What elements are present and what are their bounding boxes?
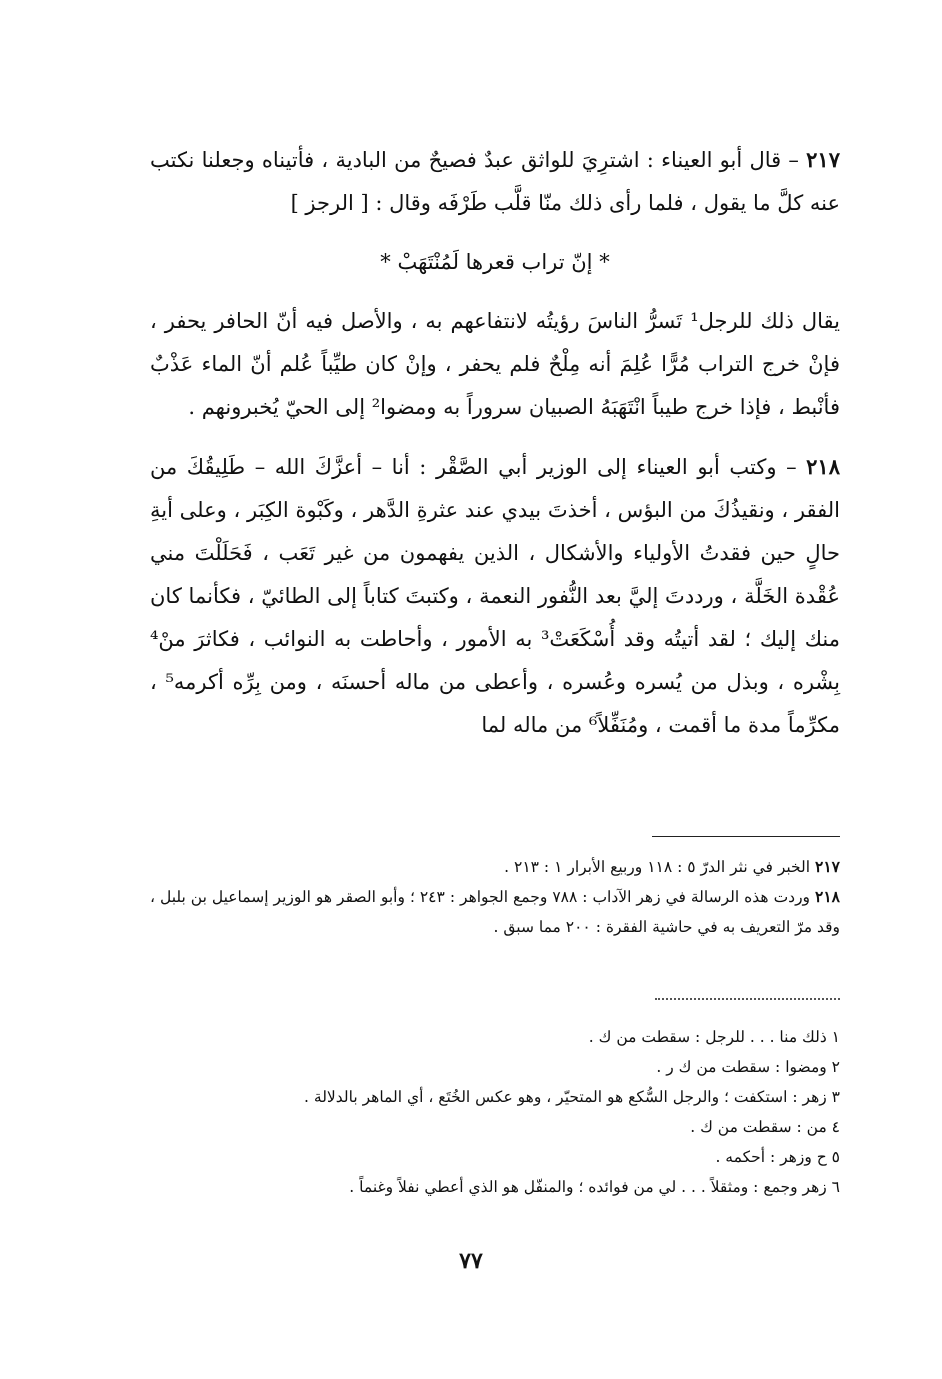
source-notes <box>150 852 840 942</box>
source-note-number: ٢١٨ <box>815 887 840 906</box>
entry-218-number: ٢١٨ <box>806 454 840 479</box>
main-text <box>150 138 840 747</box>
entry-217 <box>150 138 840 225</box>
notes-separator-line <box>652 836 840 837</box>
verse-line: * إنّ تراب قعرها لَمُنْتَهَبْ * <box>380 250 610 274</box>
source-note-text: وردت هذه الرسالة في زهر الآداب : ٧٨٨ وجمع الجواهر : ٢٤٣ ؛ وأبو الصقر هو الوزير إسماعيل بن بلبل ، وقد مرّ التعريف به في حاشية الفقرة : ٢٠٠ مما سبق . <box>150 888 840 936</box>
footnote: ٦ زهر وجمع : ومثقلاً . . . لي من فوائده ؛ والمنفّل هو الذي أعطي نفلاً وغنماً . <box>349 1178 840 1196</box>
source-note <box>150 882 840 942</box>
entry-218-text: – وكتب أبو العيناء إلى الوزير أبي الصَّقْر : أنا – أعزَّكَ الله – طَلِيقُكَ من الفقر ، ونقيذُكَ من البؤس ، أخذتَ بيدي عند عثرةِ الدَّهر ، وكَبْوة الكِبَر ، وعلى أيةِ حالٍ حين فقدتُ الأولياء والأشكال ، الذين يفهمون من غير تَعَب ، فَحَلَلْتَ مني عُقْدة الخَلَّة ، ورددتَ إليَّ بعد النُّفور النعمة ، وكتبتَ كتاباً إلى الطائيّ ، فكأنما كان منك إليك ؛ لقد أتيتُه وقد أُسْكَعَتْ³ به الأمور ، وأحاطت به النوائب ، فكاثرَ منْ⁴ بِشْره ، وبذل من يُسره وعُسره ، وأعطى من ماله أحسنَه ، ومن بِرِّه أكرمه⁵ ، مكرِّماً مدة ما أقمت ، ومُنَفِّلاً⁶ من ماله لما <box>150 455 841 737</box>
footnotes <box>150 1022 840 1202</box>
footnote: ٢ ومضوا : سقطت من ك ر . <box>656 1058 840 1076</box>
page-number: ٧٧ <box>459 1248 483 1274</box>
source-note-text: الخبر في نثر الدرّ ٥ : ١١٨ وربيع الأبرار ١ : ٢١٣ . <box>504 858 816 876</box>
footnote: ٥ ح وزهر : أحكمه . <box>715 1148 840 1166</box>
footnote: ٣ زهر : استكفت ؛ والرجل السُّكع هو المتحيّر ، وهو عكس الخُتَع ، أي الماهر بالدلالة . <box>304 1088 840 1106</box>
entry-217-text: – قال أبو العيناء : اشترِيَ للواثق عبدٌ فصيحٌ من البادية ، فأتيناه وجعلنا نكتب عنه كلَّ ما يقول ، فلما رأى ذلك منّا قلَّب طَرْفَه وقال : [ الرجز ] <box>150 148 840 215</box>
footnote: ١ ذلك منا . . . للرجل : سقطت من ك . <box>588 1028 840 1046</box>
footnote: ٤ من : سقطت من ك . <box>690 1118 840 1136</box>
entry-217-number: ٢١٧ <box>806 147 840 172</box>
entry-218 <box>150 445 840 747</box>
commentary-paragraph: يقال ذلك للرجل¹ تَسرُّ الناسَ رؤيتُه لانتفاعهم به ، والأصل فيه أنّ الحافر يحفر ، فإنْ خرج التراب مُرًّا عُلِمَ أنه مِلْحٌ فلم يحفر ، وإنْ كان طيِّباً عُلم أنّ الماء عَذْبٌ فأنْبط ، فإذا خرج طيباً انْتَهَبَهُ الصبيان سروراً به ومضوا² إلى الحيّ يُخبرونهم . <box>150 309 841 419</box>
source-note-number: ٢١٧ <box>815 857 840 876</box>
source-note <box>150 852 840 882</box>
footnotes-separator-dots <box>655 998 840 1000</box>
